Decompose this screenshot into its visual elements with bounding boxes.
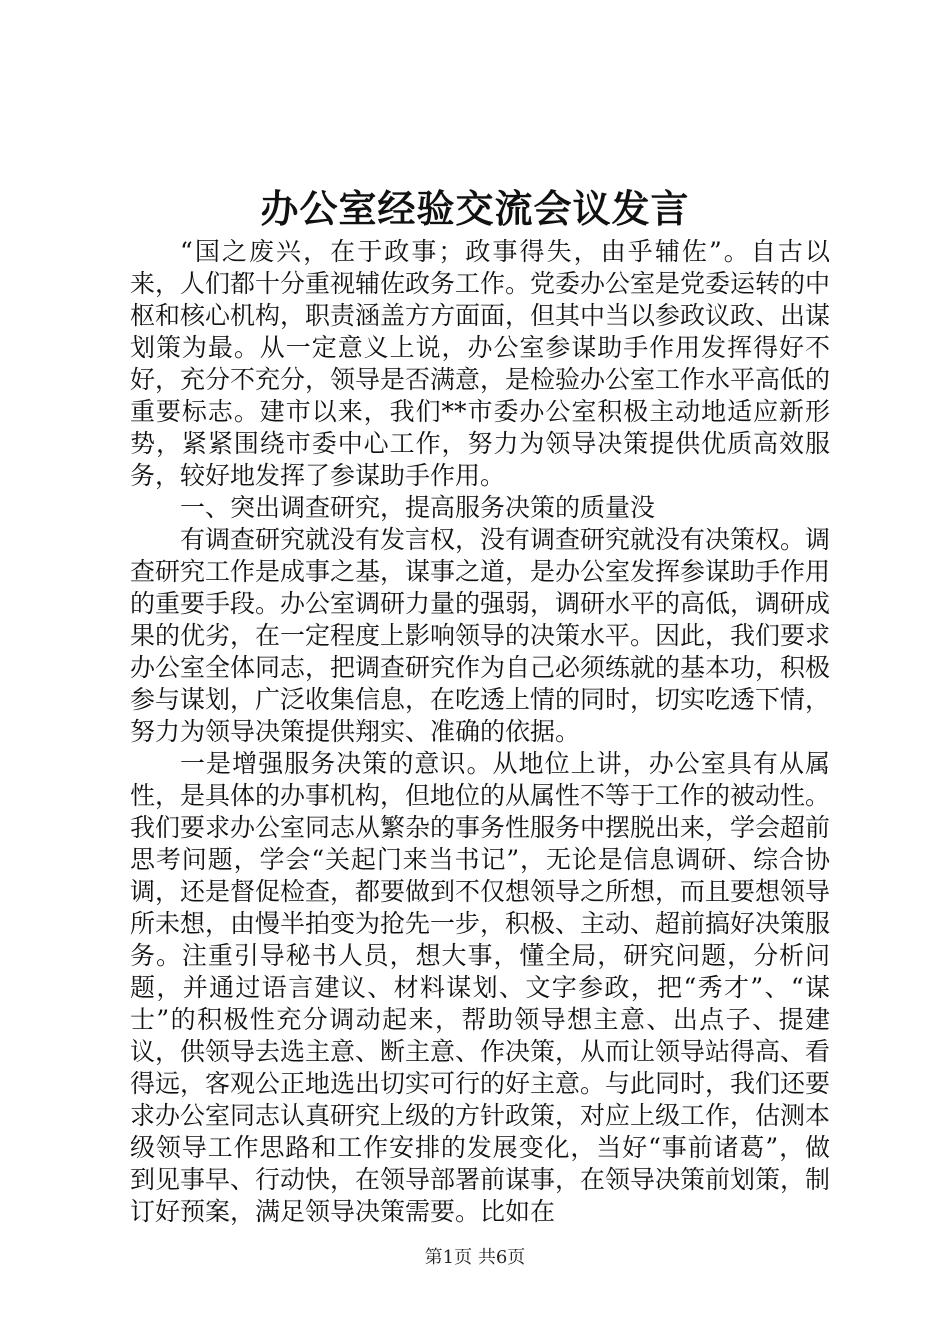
page-footer: 第1页 共6页 [424,1247,526,1268]
paragraph-research: 有调查研究就没有发言权，没有调查研究就没有决策权。调查研究工作是成事之基，谋事之道，是办公室发挥参谋助手作用的重要手段。办公室调研力量的强弱，调研水平的高低，调研成果的优劣，在一定程度上影响领导的决策水平。因此，我们要求办公室全体同志，把调查研究作为自己必须练就的基本功，积极参与谋划，广泛收集信息，在吃透上情的同时，切实吃透下情，努力为领导决策提供翔实、准确的依据。 [130,525,831,746]
document-body [130,236,830,1228]
paragraph-intro: “国之废兴，在于政事；政事得失，由乎辅佐”。自古以来，人们都十分重视辅佐政务工作。党委办公室是党委运转的中枢和核心机构，职责涵盖方方面面，但其中当以参政议政、出谋划策为最。从一定意义上说，办公室参谋助手作用发挥得好不好，充分不充分，领导是否满意，是检验办公室工作水平高低的重要标志。建市以来，我们**市委办公室积极主动地适应新形势，紧紧围绕市委中心工作，努力为领导决策提供优质高效服务，较好地发挥了参谋助手作用。 [130,237,831,490]
paragraph-awareness: 一是增强服务决策的意识。从地位上讲，办公室具有从属性，是具体的办事机构，但地位的从属性不等于工作的被动性。我们要求办公室同志从繁杂的事务性服务中摆脱出来，学会超前思考问题，学会“关起门来当书记”，无论是信息调研、综合协调，还是督促检查，都要做到不仅想领导之所想，而且要想领导所未想，由慢半拍变为抢先一步，积极、主动、超前搞好决策服务。注重引导秘书人员，想大事，懂全局，研究问题，分析问题，并通过语言建议、材料谋划、文字参政，把“秀才”、“谋士”的积极性充分调动起来，帮助领导想主意、出点子、提建议，供领导去选主意、断主意、作决策，从而让领导站得高、看得远，客观公正地选出切实可行的好主意。与此同时，我们还要求办公室同志认真研究上级的方针政策，对应上级工作，估测本级领导工作思路和工作安排的发展变化，当好“事前诸葛”，做到见事早、行动快，在领导部署前谋事，在领导决策前划策，制订好预案，满足领导决策需要。比如在 [130,749,831,1226]
document-title: 办公室经验交流会议发言 [260,186,690,231]
section-heading-1: 一、突出调查研究，提高服务决策的质量没 [180,493,656,522]
